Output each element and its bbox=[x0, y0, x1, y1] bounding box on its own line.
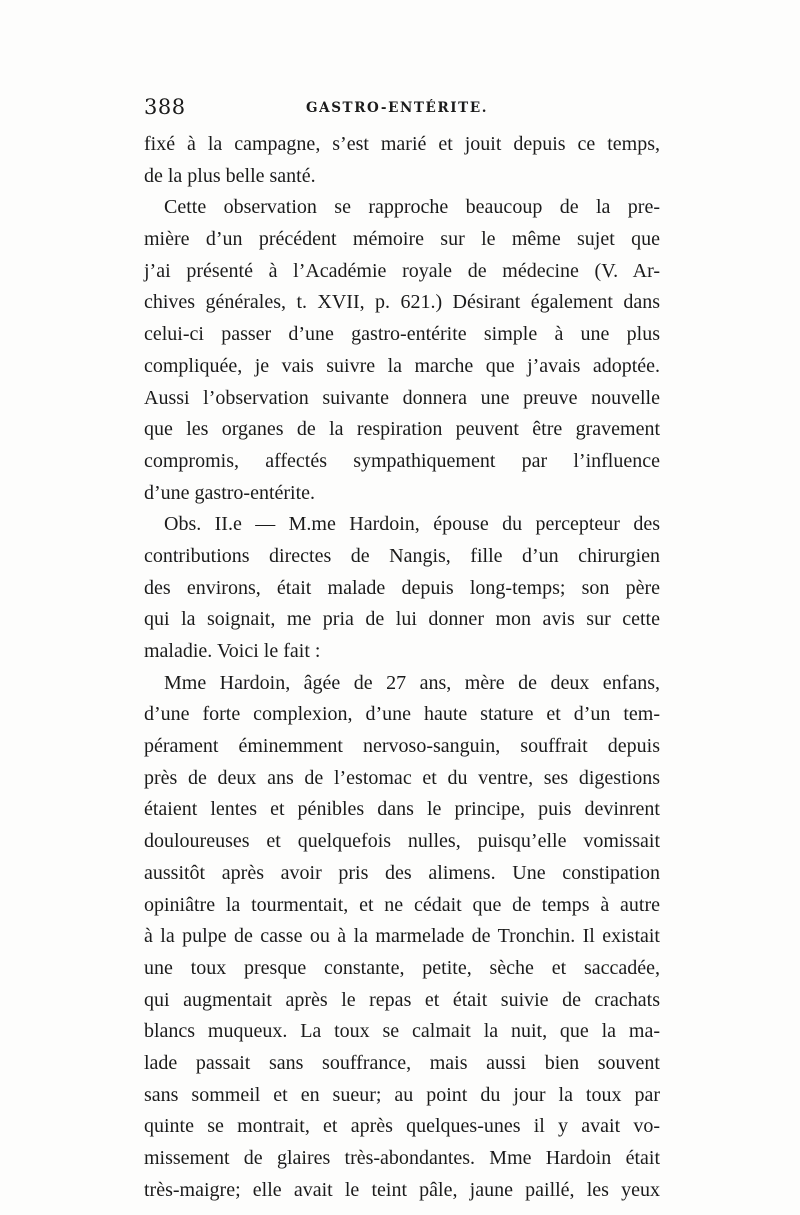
text-line: des environs, était malade depuis long-temps; son père bbox=[144, 576, 660, 599]
text-line: fixé à la campagne, s’est marié et jouit depuis ce temps, bbox=[144, 133, 660, 155]
text-line: compromis, affectés sympathiquement par l’influence bbox=[144, 449, 660, 472]
text-line: pérament éminemment nervoso-sanguin, souffrait depuis bbox=[144, 735, 660, 758]
text-line: compliquée, je vais suivre la marche que j’avais adoptée. bbox=[144, 354, 660, 377]
text-line: aussitôt après avoir pris des alimens. Une constipation bbox=[144, 861, 660, 884]
text-line: à la pulpe de casse ou à la marmelade de Tronchin. Il existait bbox=[144, 925, 660, 948]
text-line: Aussi l’observation suivante donnera une preuve nouvelle bbox=[144, 386, 660, 409]
text-line: qui la soignait, me pria de lui donner mon avis sur cette bbox=[144, 608, 660, 631]
text-line: sans sommeil et en sueur; au point du jour la toux par bbox=[144, 1083, 660, 1106]
text-line: maladie. Voici le fait : bbox=[144, 640, 321, 662]
text-line: qui augmentait après le repas et était suivie de crachats bbox=[144, 988, 660, 1011]
page-header bbox=[144, 95, 660, 123]
page-number: 388 bbox=[144, 95, 186, 119]
text-line: lade passait sans souffrance, mais aussi bien souvent bbox=[144, 1051, 660, 1074]
text-line: Cette observation se rapproche beaucoup de la pre- bbox=[164, 196, 660, 219]
text-line: Mme Hardoin, âgée de 27 ans, mère de deux enfans, bbox=[164, 671, 660, 694]
text-line: de la plus belle santé. bbox=[144, 164, 316, 187]
text-line: très-maigre; elle avait le teint pâle, jaune paillé, les yeux bbox=[144, 1178, 660, 1201]
text-line: Obs. II.e — M.me Hardoin, épouse du percepteur des bbox=[164, 513, 660, 536]
text-line: contributions directes de Nangis, fille d’un chirurgien bbox=[144, 544, 660, 567]
text-line: une toux presque constante, petite, sèche et saccadée, bbox=[144, 956, 660, 979]
text-line: près de deux ans de l’estomac et du ventre, ses digestions bbox=[144, 766, 660, 789]
text-line: celui-ci passer d’une gastro-entérite simple à une plus bbox=[144, 323, 660, 346]
text-line: missement de glaires très-abondantes. Mme Hardoin était bbox=[144, 1147, 660, 1169]
text-line: mière d’un précédent mémoire sur le même sujet que bbox=[144, 228, 660, 251]
text-line: quinte se montrait, et après quelques-unes il y avait vo- bbox=[144, 1115, 660, 1138]
text-line: étaient lentes et pénibles dans le principe, puis devinrent bbox=[144, 798, 660, 821]
running-title: GASTRO-ENTÉRITE. bbox=[306, 100, 489, 116]
text-line: d’une forte complexion, d’une haute stature et d’un tem- bbox=[144, 703, 660, 726]
text-line: d’une gastro-entérite. bbox=[144, 481, 316, 504]
text-line: opiniâtre la tourmentait, et ne cédait que de temps à autre bbox=[144, 893, 660, 916]
text-line: j’ai présenté à l’Académie royale de médecine (V. Ar- bbox=[144, 259, 660, 282]
text-line: que les organes de la respiration peuvent être gravement bbox=[144, 418, 660, 441]
text-line: chives générales, t. XVII, p. 621.) Désirant également dans bbox=[144, 291, 660, 314]
text-line: douloureuses et quelquefois nulles, puisqu’elle vomissait bbox=[144, 830, 660, 853]
body-text bbox=[144, 129, 660, 1206]
text-line: blancs muqueux. La toux se calmait la nuit, que la ma- bbox=[144, 1020, 660, 1043]
